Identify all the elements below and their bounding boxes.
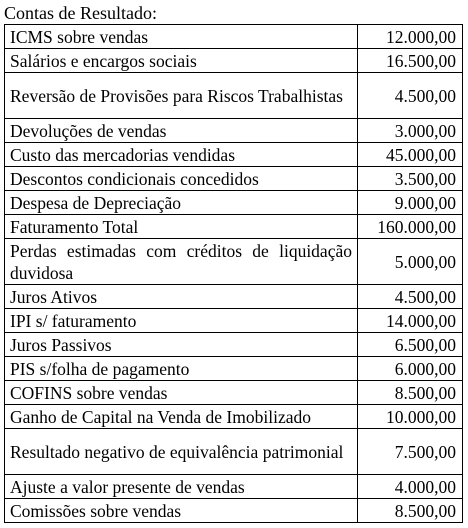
account-value: 9.000,00 <box>358 191 463 215</box>
account-name: Despesa de Depreciação <box>5 191 358 215</box>
table-row <box>5 285 463 309</box>
table-row <box>5 405 463 429</box>
account-name: Reversão de Provisões para Riscos Trabalhistas <box>5 73 358 119</box>
table-row <box>5 475 463 499</box>
account-value: 4.000,00 <box>358 475 463 499</box>
account-value: 14.000,00 <box>358 309 463 333</box>
account-value: 12.000,00 <box>358 25 463 49</box>
account-value: 6.500,00 <box>358 333 463 357</box>
account-name: Custo das mercadorias vendidas <box>5 143 358 167</box>
account-name: PIS s/folha de pagamento <box>5 357 358 381</box>
table-row <box>5 309 463 333</box>
table-row <box>5 499 463 523</box>
account-value: 10.000,00 <box>358 405 463 429</box>
table-row <box>5 239 463 285</box>
table-row <box>5 429 463 475</box>
table-row <box>5 167 463 191</box>
account-name: Devoluções de vendas <box>5 119 358 143</box>
table-row <box>5 49 463 73</box>
account-value: 3.000,00 <box>358 119 463 143</box>
account-value: 4.500,00 <box>358 73 463 119</box>
account-name: Descontos condicionais concedidos <box>5 167 358 191</box>
account-name: Juros Passivos <box>5 333 358 357</box>
account-value: 8.500,00 <box>358 499 463 523</box>
account-value: 3.500,00 <box>358 167 463 191</box>
account-name: Ganho de Capital na Venda de Imobilizado <box>5 405 358 429</box>
account-value: 160.000,00 <box>358 215 463 239</box>
account-name: Comissões sobre vendas <box>5 499 358 523</box>
account-name: COFINS sobre vendas <box>5 381 358 405</box>
account-name: Perdas estimadas com créditos de liquidação duvidosa <box>5 239 358 285</box>
account-name: IPI s/ faturamento <box>5 309 358 333</box>
account-value: 7.500,00 <box>358 429 463 475</box>
table-row <box>5 25 463 49</box>
table-row <box>5 119 463 143</box>
account-name: Juros Ativos <box>5 285 358 309</box>
account-name: Salários e encargos sociais <box>5 49 358 73</box>
table-row <box>5 215 463 239</box>
account-value: 5.000,00 <box>358 239 463 285</box>
table-row <box>5 333 463 357</box>
table-row <box>5 191 463 215</box>
table-caption: Contas de Resultado: <box>4 3 157 23</box>
account-value: 16.500,00 <box>358 49 463 73</box>
account-name: Resultado negativo de equivalência patrimonial <box>5 429 358 475</box>
table-row <box>5 357 463 381</box>
account-value: 6.000,00 <box>358 357 463 381</box>
account-value: 8.500,00 <box>358 381 463 405</box>
table-row <box>5 381 463 405</box>
table-row <box>5 73 463 119</box>
account-name: ICMS sobre vendas <box>5 25 358 49</box>
account-value: 4.500,00 <box>358 285 463 309</box>
account-value: 45.000,00 <box>358 143 463 167</box>
table-row <box>5 143 463 167</box>
account-name: Ajuste a valor presente de vendas <box>5 475 358 499</box>
account-name: Faturamento Total <box>5 215 358 239</box>
accounts-table <box>4 24 463 523</box>
